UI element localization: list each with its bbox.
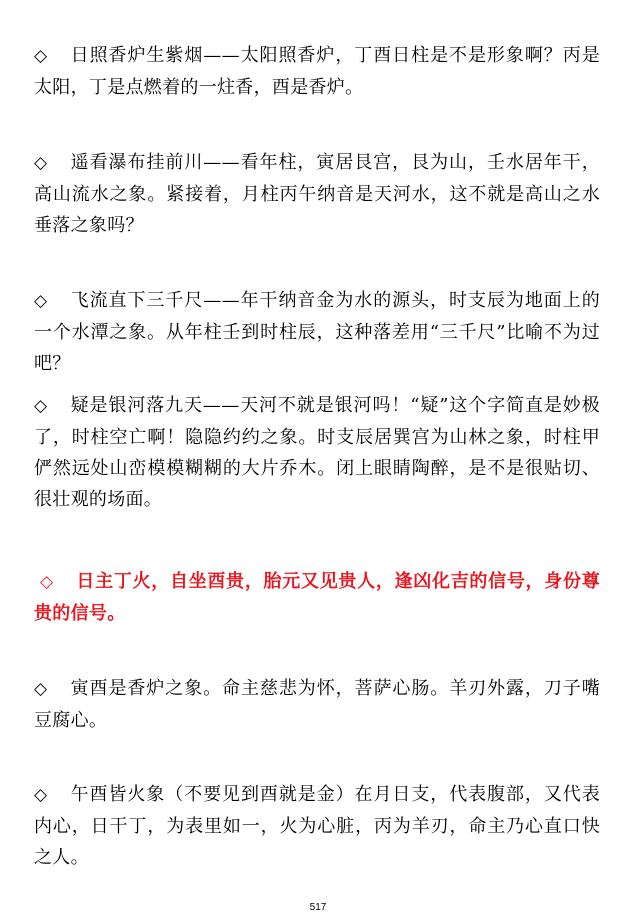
diamond-bullet-icon: ◇ [34, 291, 48, 311]
paragraph-4 [34, 390, 600, 515]
paragraph-text: 日主丁火，自坐酉贵，胎元又见贵人，逢凶化吉的信号，身份尊贵的信号。 [34, 571, 600, 624]
diamond-bullet-icon: ◇ [40, 572, 54, 592]
paragraph-text: 遥看瀑布挂前川——看年柱，寅居艮宫，艮为山，壬水居年干，高山流水之象。紧接着，月柱丙午纳音是天河水，这不就是高山之水垂落之象吗？ [34, 152, 600, 236]
paragraph-2 [34, 147, 600, 241]
page-number: 517 [309, 902, 327, 913]
paragraph-text: 飞流直下三千尺——年干纳音金为水的源头，时支辰为地面上的一个水潭之象。从年柱壬到时柱辰，这种落差用“三千尺”比喻不为过吧？ [34, 290, 600, 374]
diamond-bullet-icon: ◇ [34, 396, 48, 416]
paragraph-highlight [34, 566, 600, 629]
paragraph-text: 日照香炉生紫烟——太阳照香炉，丁酉日柱是不是形象啊？丙是太阳，丁是点燃着的一炷香，酉是香炉。 [34, 45, 600, 98]
paragraph-6 [34, 673, 600, 736]
paragraph-text: 午酉皆火象（不要见到酉就是金）在月日支，代表腹部，又代表内心，日干丁，为表里如一，火为心脏，丙为羊刃，命主乃心直口快之人。 [34, 784, 600, 868]
paragraph-text: 寅酉是香炉之象。命主慈悲为怀，菩萨心肠。羊刃外露，刀子嘴豆腐心。 [34, 678, 600, 731]
diamond-bullet-icon: ◇ [34, 46, 48, 66]
paragraph-1 [34, 40, 600, 103]
paragraph-text: 疑是银河落九天——天河不就是银河吗！“疑”这个字简直是妙极了，时柱空亡啊！隐隐约约之象。时支辰居巽宫为山林之象，时柱甲俨然远处山峦模模糊糊的大片乔木。闭上眼睛陶醉，是不是很贴切、很壮观的场面。 [34, 395, 600, 510]
paragraph-3 [34, 285, 600, 379]
paragraph-7 [34, 779, 600, 873]
diamond-bullet-icon: ◇ [34, 153, 48, 173]
diamond-bullet-icon: ◇ [34, 785, 48, 805]
diamond-bullet-icon: ◇ [34, 679, 48, 699]
